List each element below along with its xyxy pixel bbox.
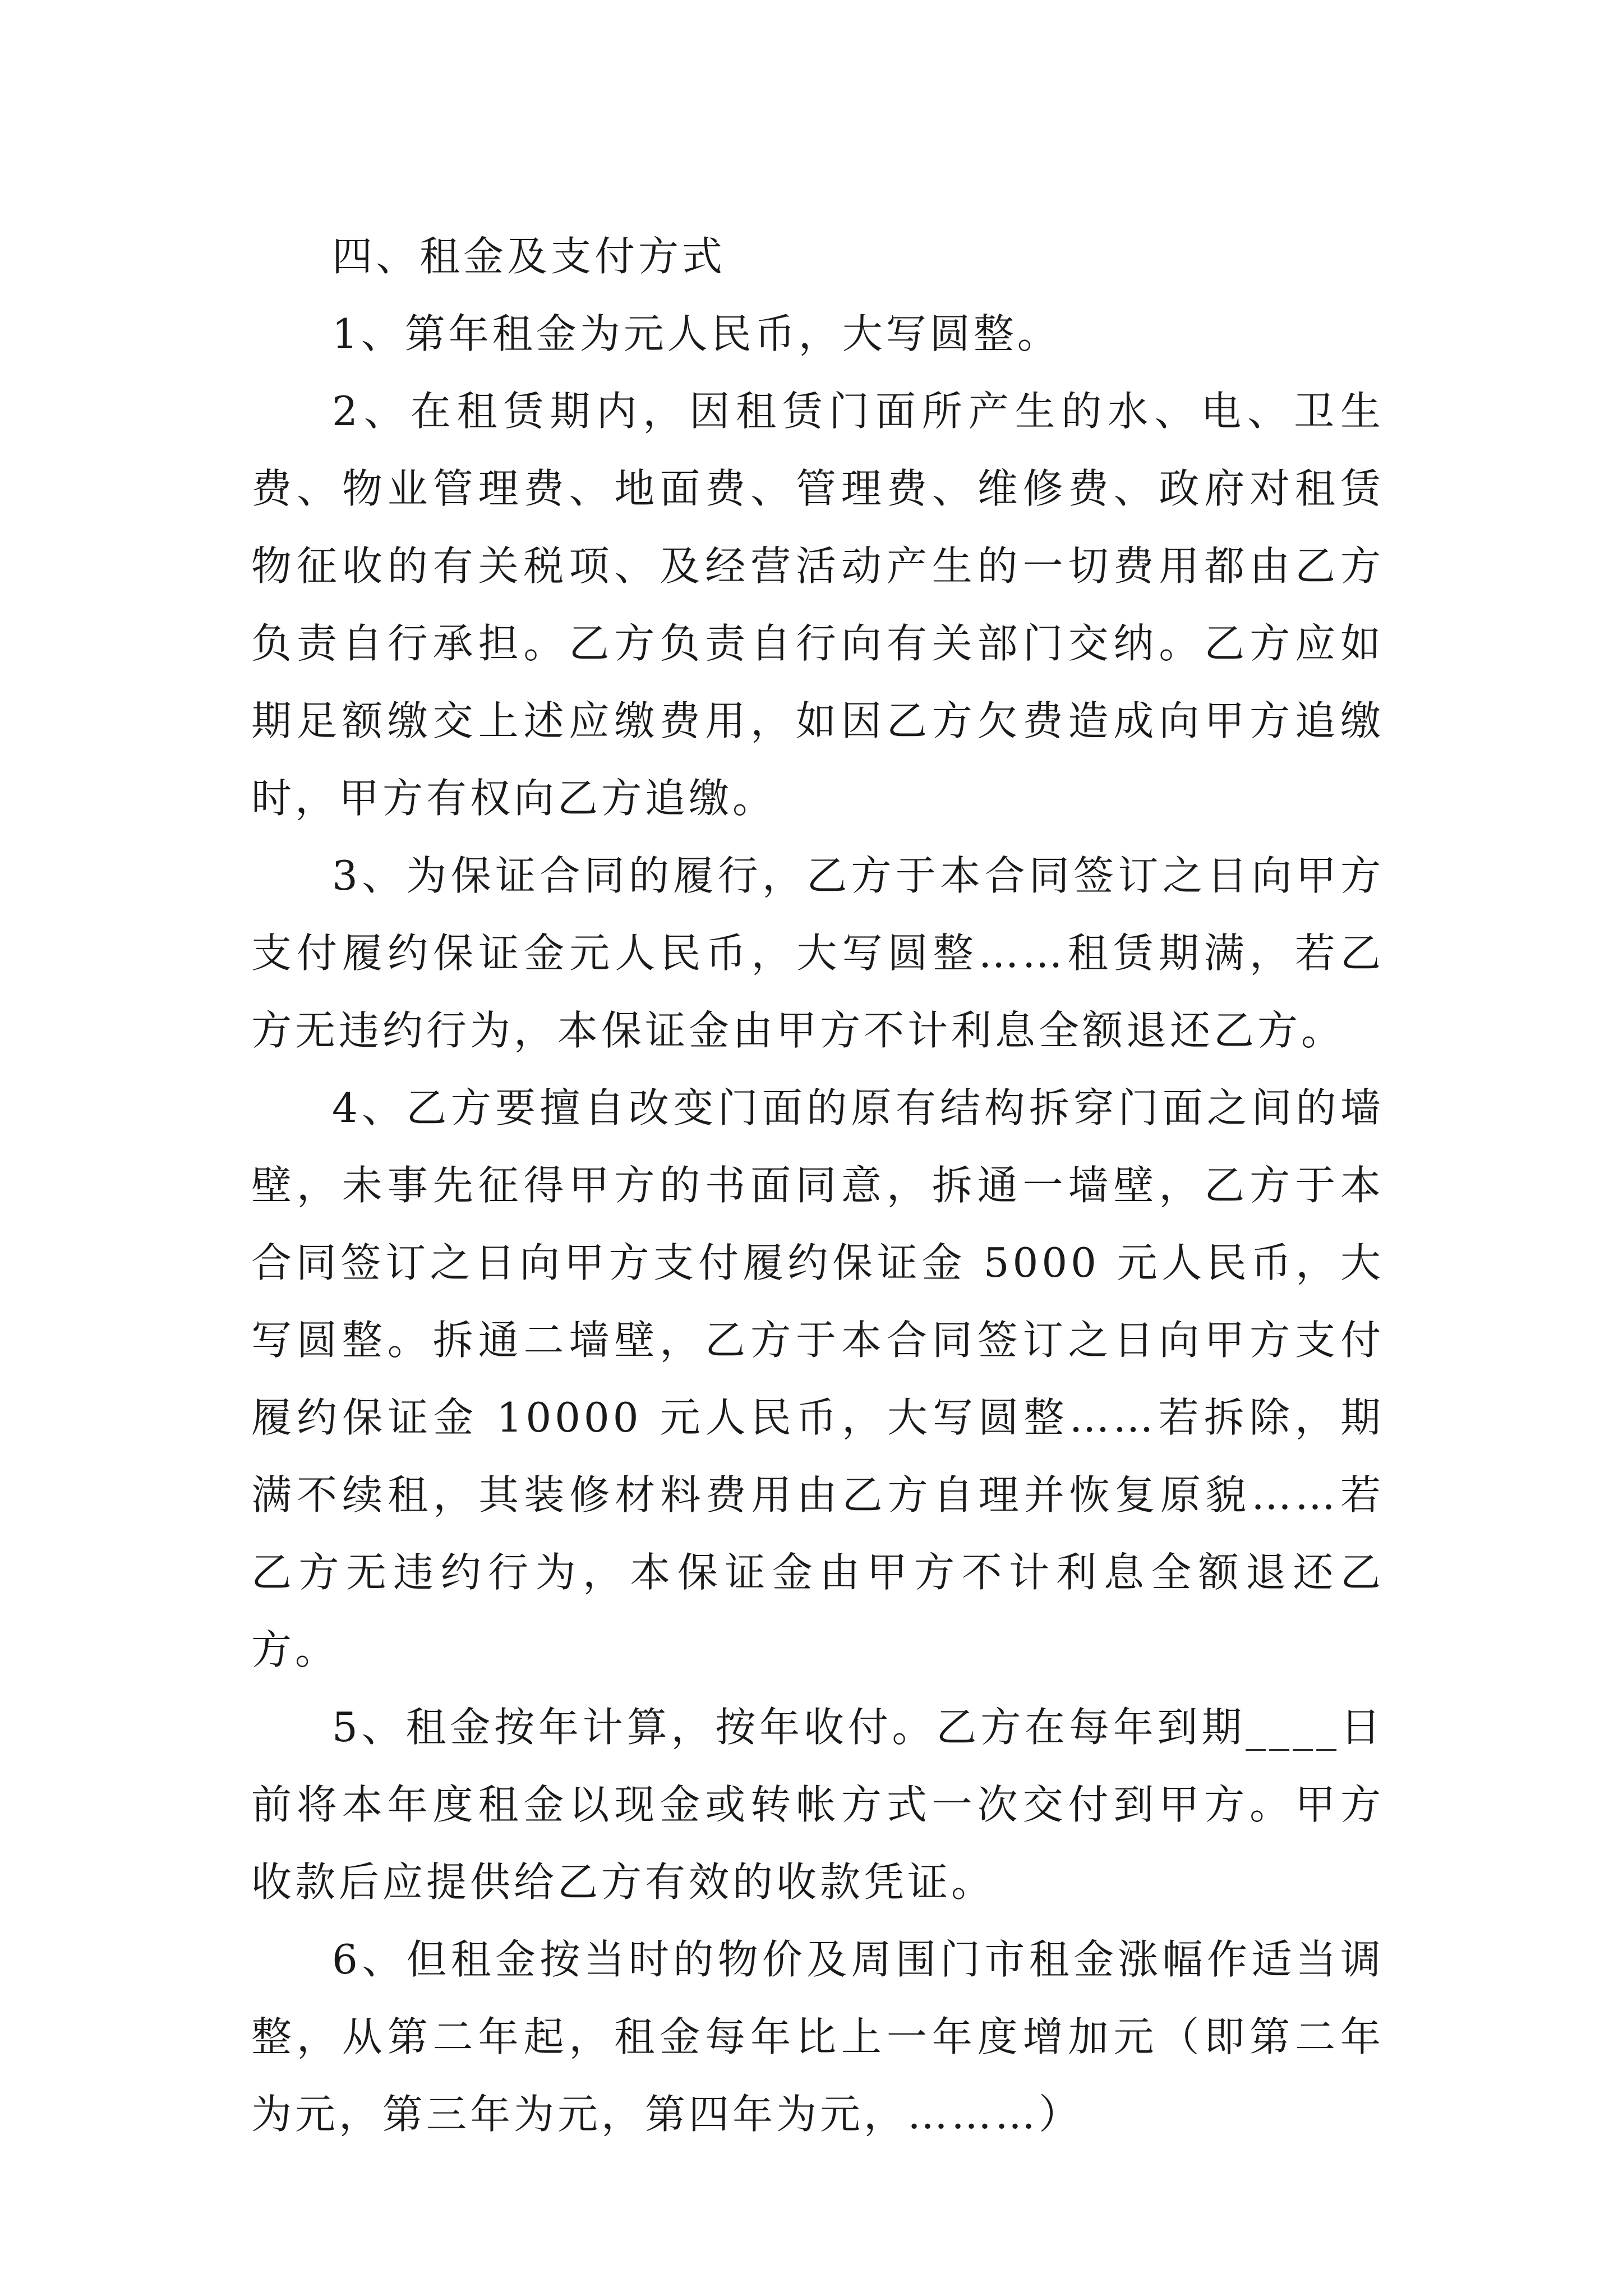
paragraph-4: 4、乙方要擅自改变门面的原有结构拆穿门面之间的墙壁，未事先征得甲方的书面同意，拆通一墙壁，乙方于本合同签订之日向甲方支付履约保证金 5000 元人民币，大写圆整。拆通二墙壁，乙方于本合同签订之日向甲方支付履约保证金 10000 元人民币，大写圆整……若拆除，期满不续租，其装修材料费用由乙方自理并恢复原貌……若乙方无违约行为，本保证金由甲方不计利息全额退还乙方。 bbox=[251, 1084, 1384, 1673]
paragraph-2: 2、在租赁期内，因租赁门面所产生的水、电、卫生费、物业管理费、地面费、管理费、维修费、政府对租赁物征收的有关税项、及经营活动产生的一切费用都由乙方负责自行承担。乙方负责自行向有关部门交纳。乙方应如期足额缴交上述应缴费用，如因乙方欠费造成向甲方追缴时，甲方有权向乙方追缴。 bbox=[251, 388, 1384, 822]
section-heading: 四、租金及支付方式 bbox=[332, 233, 726, 280]
paragraph-1: 1、第年租金为元人民币，大写圆整。 bbox=[332, 310, 1061, 357]
document-body bbox=[251, 218, 1384, 2153]
paragraph-5: 5、租金按年计算，按年收付。乙方在每年到期____日前将本年度租金以现金或转帐方式一次交付到甲方。甲方收款后应提供给乙方有效的收款凭证。 bbox=[251, 1704, 1384, 1906]
paragraph-3: 3、为保证合同的履行，乙方于本合同签订之日向甲方支付履约保证金元人民币，大写圆整……租赁期满，若乙方无违约行为，本保证金由甲方不计利息全额退还乙方。 bbox=[251, 852, 1384, 1054]
paragraph-6: 6、但租金按当时的物价及周围门市租金涨幅作适当调整，从第二年起，租金每年比上一年度增加元（即第二年为元，第三年为元，第四年为元，………） bbox=[251, 1936, 1384, 2138]
